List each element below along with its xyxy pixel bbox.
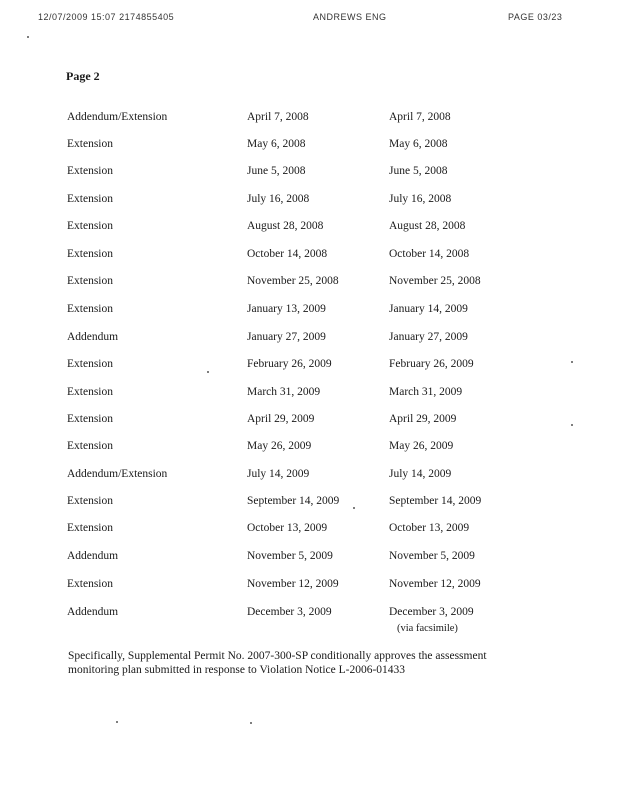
row-type: Addendum (67, 550, 119, 562)
row-date-submitted: July 16, 2008 (247, 193, 310, 205)
row-date-submitted: July 14, 2009 (247, 468, 310, 480)
table-row (0, 275, 619, 291)
row-date-submitted: June 5, 2008 (247, 165, 306, 177)
table-row (0, 522, 619, 538)
row-type: Extension (67, 165, 113, 177)
row-date-received: July 16, 2008 (389, 193, 452, 205)
row-type: Extension (67, 495, 113, 507)
via-facsimile-note: (via facsimile) (397, 623, 458, 634)
row-type: Extension (67, 578, 113, 590)
row-date-received: November 25, 2008 (389, 275, 481, 287)
scan-speck (27, 36, 29, 38)
scan-speck (353, 507, 355, 509)
row-date-submitted: November 25, 2008 (247, 275, 339, 287)
row-date-received: August 28, 2008 (389, 220, 466, 232)
scan-speck (250, 722, 252, 724)
row-date-received: January 14, 2009 (389, 303, 468, 315)
table-row (0, 331, 619, 347)
summary-paragraph: Specifically, Supplemental Permit No. 2007-300-SP conditionally approves the assessment monitoring plan submitted in response to Violation Notice L-2006-01433 (68, 650, 487, 676)
row-type: Extension (67, 220, 113, 232)
row-date-submitted: December 3, 2009 (247, 606, 332, 618)
table-row (0, 220, 619, 236)
table-row (0, 606, 619, 622)
row-type: Extension (67, 138, 113, 150)
row-type: Extension (67, 193, 113, 205)
row-date-received: September 14, 2009 (389, 495, 482, 507)
row-date-received: May 6, 2008 (389, 138, 448, 150)
row-date-received: December 3, 2009 (389, 606, 474, 618)
table-row (0, 248, 619, 264)
page-label: Page 2 (66, 69, 100, 83)
fax-header-page: PAGE 03/23 (508, 12, 563, 22)
row-date-received: February 26, 2009 (389, 358, 474, 370)
row-date-received: April 29, 2009 (389, 413, 457, 425)
row-date-submitted: October 14, 2008 (247, 248, 328, 260)
row-date-received: March 31, 2009 (389, 386, 463, 398)
table-row (0, 303, 619, 319)
row-date-received: November 12, 2009 (389, 578, 481, 590)
row-date-received: October 14, 2008 (389, 248, 470, 260)
scan-speck (571, 361, 573, 363)
row-date-received: May 26, 2009 (389, 440, 454, 452)
row-date-submitted: April 29, 2009 (247, 413, 315, 425)
row-type: Extension (67, 386, 113, 398)
row-type: Addendum/Extension (67, 111, 168, 123)
row-date-submitted: May 26, 2009 (247, 440, 312, 452)
row-type: Extension (67, 303, 113, 315)
table-row (0, 358, 619, 374)
row-date-submitted: March 31, 2009 (247, 386, 321, 398)
row-date-submitted: August 28, 2008 (247, 220, 324, 232)
table-row (0, 413, 619, 429)
row-type: Extension (67, 413, 113, 425)
row-date-submitted: September 14, 2009 (247, 495, 340, 507)
row-date-submitted: January 27, 2009 (247, 331, 326, 343)
scan-speck (571, 424, 573, 426)
fax-header-sender: ANDREWS ENG (313, 12, 387, 22)
row-type: Extension (67, 522, 113, 534)
table-row (0, 386, 619, 402)
table-row (0, 468, 619, 484)
row-date-submitted: November 12, 2009 (247, 578, 339, 590)
row-date-received: October 13, 2009 (389, 522, 470, 534)
row-date-submitted: February 26, 2009 (247, 358, 332, 370)
row-date-submitted: November 5, 2009 (247, 550, 333, 562)
row-type: Extension (67, 248, 113, 260)
table-row (0, 138, 619, 154)
row-date-received: July 14, 2009 (389, 468, 452, 480)
row-date-received: June 5, 2008 (389, 165, 448, 177)
table-row (0, 111, 619, 127)
row-date-submitted: April 7, 2008 (247, 111, 309, 123)
row-date-received: January 27, 2009 (389, 331, 468, 343)
row-type: Addendum/Extension (67, 468, 168, 480)
row-date-submitted: May 6, 2008 (247, 138, 306, 150)
row-type: Addendum (67, 331, 119, 343)
table-row (0, 550, 619, 566)
row-type: Addendum (67, 606, 119, 618)
table-row (0, 440, 619, 456)
fax-header (0, 12, 619, 26)
fax-header-timestamp: 12/07/2009 15:07 2174855405 (38, 12, 175, 22)
row-date-received: November 5, 2009 (389, 550, 475, 562)
scan-speck (116, 721, 118, 723)
table-row (0, 193, 619, 209)
table-row (0, 578, 619, 594)
row-type: Extension (67, 358, 113, 370)
scan-speck (207, 371, 209, 373)
row-date-submitted: October 13, 2009 (247, 522, 328, 534)
row-date-submitted: January 13, 2009 (247, 303, 326, 315)
table-row (0, 165, 619, 181)
row-type: Extension (67, 275, 113, 287)
table-row (0, 495, 619, 511)
row-date-received: April 7, 2008 (389, 111, 451, 123)
row-type: Extension (67, 440, 113, 452)
